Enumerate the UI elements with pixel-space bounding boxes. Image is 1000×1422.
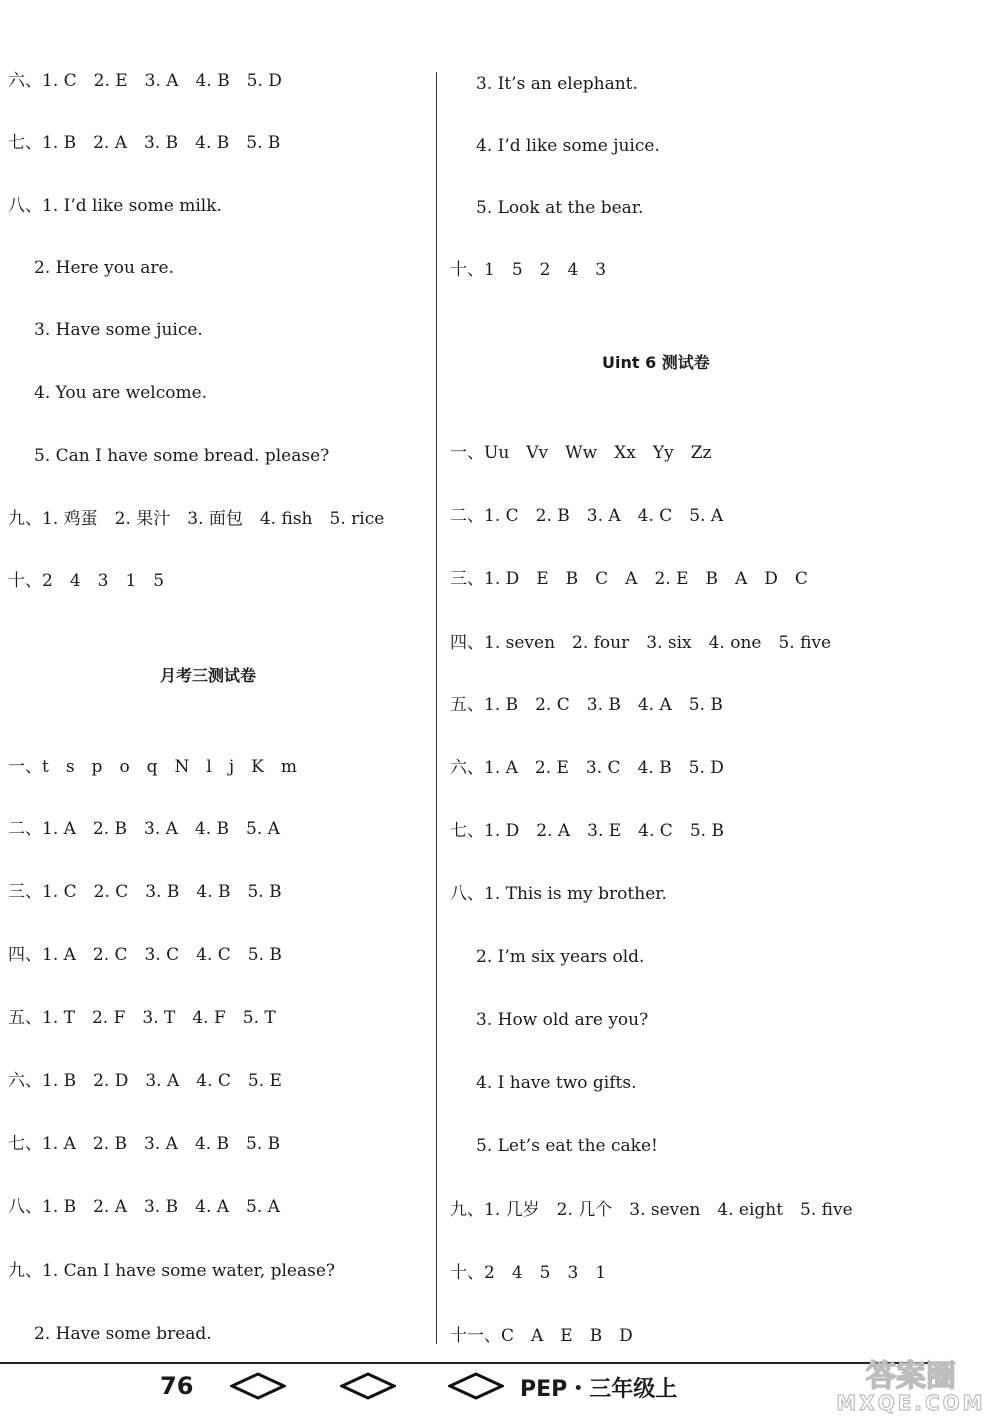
- answer-line: 一、t s p o q N l j K m: [8, 757, 297, 777]
- answer-line: 5. Can I have some bread. please?: [34, 446, 330, 466]
- answer-line: 二、1. C 2. B 3. A 4. C 5. A: [450, 506, 724, 526]
- answer-line: 3. How old are you?: [476, 1010, 649, 1030]
- answer-line: 4. I have two gifts.: [476, 1073, 637, 1093]
- answer-line: 2. I’m six years old.: [476, 947, 645, 967]
- answer-line: 六、1. C 2. E 3. A 4. B 5. D: [8, 71, 282, 91]
- answer-line: 四、1. A 2. C 3. C 4. C 5. B: [8, 945, 282, 965]
- answer-line: 十一、C A E B D: [450, 1326, 633, 1346]
- diamond-ornament-icon: [448, 1372, 504, 1400]
- answer-line: 三、1. D E B C A 2. E B A D C: [450, 569, 808, 589]
- answer-line: 九、1. Can I have some water, please?: [8, 1261, 335, 1281]
- answer-line: 3. Have some juice.: [34, 320, 203, 340]
- svg-text:答案圈: 答案圈: [866, 1359, 956, 1394]
- page-number: 76: [160, 1372, 194, 1400]
- diamond-ornament-icon: [340, 1372, 396, 1400]
- diamond-ornament-icon: [230, 1372, 286, 1400]
- answer-line: 十、2 4 3 1 5: [8, 571, 165, 591]
- answer-line: 六、1. A 2. E 3. C 4. B 5. D: [450, 758, 724, 778]
- answer-line: 八、1. I’d like some milk.: [8, 196, 222, 216]
- answer-line: 五、1. B 2. C 3. B 4. A 5. B: [450, 695, 723, 715]
- section-title: Uint 6 测试卷: [602, 353, 710, 372]
- section-title: 月考三测试卷: [160, 666, 257, 685]
- answer-line: 九、1. 几岁 2. 几个 3. seven 4. eight 5. five: [450, 1200, 853, 1220]
- footer-rule: [0, 1362, 930, 1364]
- answer-line: 二、1. A 2. B 3. A 4. B 5. A: [8, 819, 280, 839]
- answer-line: 四、1. seven 2. four 3. six 4. one 5. five: [450, 633, 832, 653]
- column-divider: [436, 72, 437, 1344]
- answer-line: 3. It’s an elephant.: [476, 74, 638, 94]
- answer-line: 2. Here you are.: [34, 258, 175, 278]
- answer-line: 九、1. 鸡蛋 2. 果汁 3. 面包 4. fish 5. rice: [8, 509, 385, 529]
- answer-line: 六、1. B 2. D 3. A 4. C 5. E: [8, 1071, 282, 1091]
- watermark-logo: [826, 1356, 996, 1416]
- answer-line: 十、2 4 5 3 1: [450, 1263, 607, 1283]
- answer-line: 2. Have some bread.: [34, 1324, 212, 1344]
- answer-line: 4. I’d like some juice.: [476, 136, 660, 156]
- answer-line: 5. Look at the bear.: [476, 198, 644, 218]
- answer-line: 七、1. A 2. B 3. A 4. B 5. B: [8, 1134, 281, 1154]
- answer-line: 五、1. T 2. F 3. T 4. F 5. T: [8, 1008, 276, 1028]
- answer-line: 八、1. B 2. A 3. B 4. A 5. A: [8, 1197, 280, 1217]
- book-label: PEP・三年级上: [520, 1377, 678, 1402]
- svg-text:MXQE.COM: MXQE.COM: [836, 1391, 986, 1415]
- answer-line: 十、1 5 2 4 3: [450, 260, 607, 280]
- answer-line: 4. You are welcome.: [34, 383, 208, 403]
- answer-line: 三、1. C 2. C 3. B 4. B 5. B: [8, 882, 282, 902]
- answer-line: 一、Uu Vv Ww Xx Yy Zz: [450, 443, 712, 463]
- answer-line: 5. Let’s eat the cake!: [476, 1136, 658, 1156]
- answer-line: 七、1. D 2. A 3. E 4. C 5. B: [450, 821, 724, 841]
- answer-line: 八、1. This is my brother.: [450, 884, 667, 904]
- answer-line: 七、1. B 2. A 3. B 4. B 5. B: [8, 133, 281, 153]
